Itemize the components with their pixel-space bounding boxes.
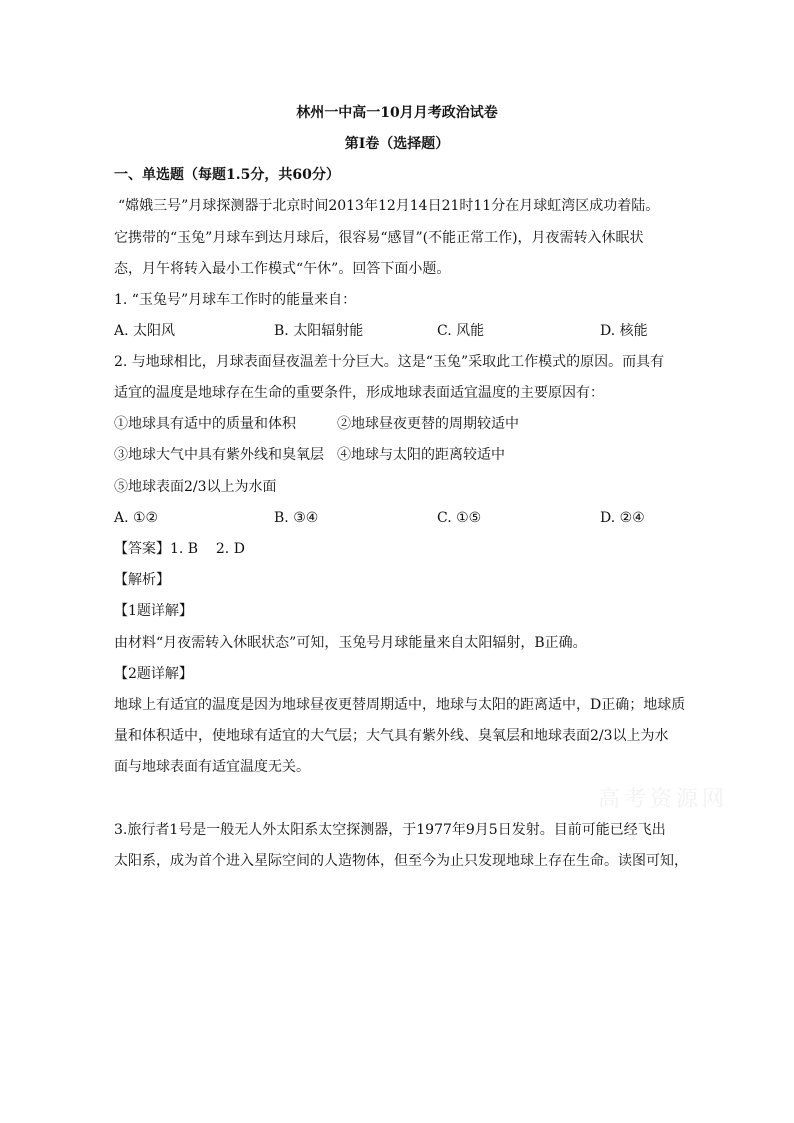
q2-option-b: B. ③④ [274, 510, 319, 526]
q2-option-d: D. ②④ [600, 510, 645, 526]
detail-2-line-2: 量和体积适中，使地球有适宜的大气层；大气具有紫外线、臭氧层和地球表面2/3以上为水 [114, 728, 669, 744]
page-title: 林州一中高一10月月考政治试卷 [296, 105, 498, 121]
question-1-stem: 1. “玉兔号”月球车工作时的能量来自： [114, 292, 357, 308]
q2-item-4: ④地球与太阳的距离较适中 [337, 447, 505, 463]
q1-option-a: A. 太阳风 [114, 323, 176, 339]
detail-1-text: 由材料“月夜需转入休眠状态”可知，玉兔号月球能量来自太阳辐射，B正确。 [114, 635, 587, 651]
material-line-1: “嫦娥三号”月球探测器于北京时间2013年12月14日21时11分在月球虹湾区成功着陆。 [118, 198, 660, 214]
question-3-line-1: 3.旅行者1号是一般无人外太阳系太空探测器，于1977年9月5日发射。目前可能已经飞出 [114, 822, 666, 838]
watermark: 高考资源网 [598, 787, 729, 812]
q2-item-3: ③地球大气中具有紫外线和臭氧层 [114, 447, 324, 463]
q2-item-1: ①地球具有适中的质量和体积 [114, 416, 296, 432]
q2-option-a: A. ①② [114, 510, 159, 526]
detail-2-label: 【2题详解】 [114, 666, 193, 682]
q1-option-b: B. 太阳辐射能 [274, 323, 364, 339]
material-line-3: 态，月午将转入最小工作模式“午休”。回答下面小题。 [114, 261, 451, 277]
page-subtitle: 第I卷（选择题） [344, 136, 450, 152]
material-line-2: 它携带的“玉兔”月球车到达月球后，很容易“感冒”(不能正常工作)，月夜需转入休眠状 [114, 230, 644, 246]
question-3-line-2: 太阳系，成为首个进入星际空间的人造物体，但至今为止只发现地球上存在生命。读图可知， [114, 853, 688, 869]
q1-option-c: C. 风能 [437, 323, 485, 339]
question-2-stem-line-1: 2. 与地球相比，月球表面昼夜温差十分巨大。这是“玉兔”采取此工作模式的原因。而具有 [114, 354, 665, 370]
question-2-stem-line-2: 适宜的温度是地球存在生命的重要条件，形成地球表面适宜温度的主要原因有： [114, 385, 604, 401]
detail-2-line-1: 地球上有适宜的温度是因为地球昼夜更替周期适中，地球与太阳的距离适中，D正确；地球质 [114, 697, 686, 713]
detail-1-label: 【1题详解】 [114, 603, 193, 619]
q2-item-2: ②地球昼夜更替的周期较适中 [337, 416, 519, 432]
q1-option-d: D. 核能 [600, 323, 648, 339]
analysis-label: 【解析】 [114, 572, 170, 588]
q2-option-c: C. ①⑤ [437, 510, 482, 526]
detail-2-line-3: 面与地球表面有适宜温度无关。 [114, 759, 310, 775]
section-heading: 一、单选题（每题1.5分，共60分） [114, 167, 340, 183]
q2-item-5: ⑤地球表面2/3以上为水面 [114, 479, 277, 495]
answer-line: 【答案】1. B 2. D [114, 541, 245, 557]
